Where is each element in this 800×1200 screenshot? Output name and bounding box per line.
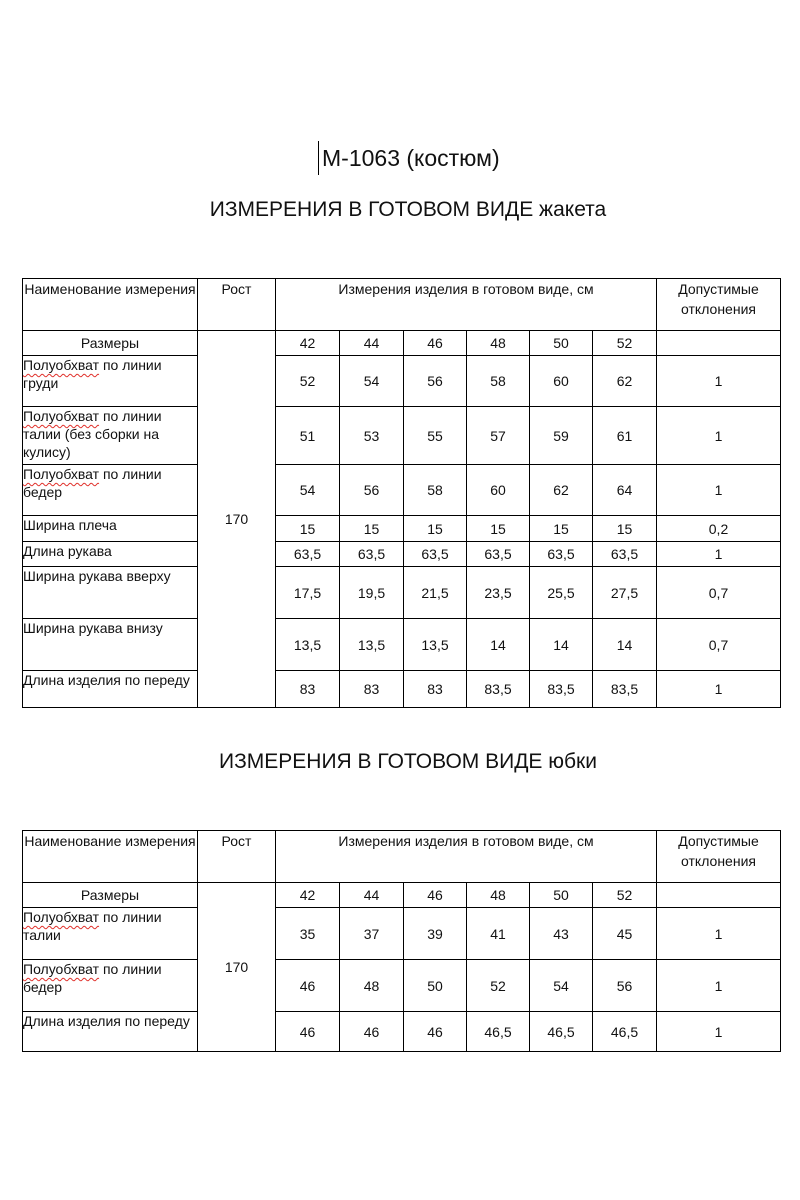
measurement-value: 23,5 — [467, 567, 530, 619]
measurement-value: 60 — [467, 465, 530, 516]
spellcheck-flagged-word: Полуобхват — [23, 466, 100, 482]
measurement-value: 57 — [467, 407, 530, 465]
sizes-row — [23, 883, 781, 908]
measurement-label — [23, 619, 198, 671]
measurement-value: 56 — [404, 356, 467, 407]
jacket-table-heading: ИЗМЕРЕНИЯ В ГОТОВОМ ВИДЕ жакета — [209, 198, 607, 221]
tolerance-value: 1 — [657, 671, 781, 708]
measurement-value: 46,5 — [593, 1012, 657, 1052]
measurement-label-text: Длина рукава — [23, 543, 112, 559]
measurement-value: 15 — [593, 516, 657, 542]
measurement-value: 37 — [340, 908, 404, 960]
measurement-value: 58 — [467, 356, 530, 407]
skirt-measurements-table — [22, 830, 781, 1052]
size-cell: 46 — [404, 331, 467, 356]
header-finished-measurements: Измерения изделия в готовом виде, см — [276, 279, 657, 331]
measurement-value: 55 — [404, 407, 467, 465]
measurement-label — [23, 516, 198, 542]
measurement-value: 43 — [530, 908, 593, 960]
measurement-value: 13,5 — [404, 619, 467, 671]
tolerance-value: 1 — [657, 960, 781, 1012]
measurement-value: 56 — [593, 960, 657, 1012]
measurement-value: 63,5 — [467, 542, 530, 567]
measurement-value: 83 — [404, 671, 467, 708]
text-cursor — [318, 141, 319, 175]
measurement-value: 46 — [276, 960, 340, 1012]
measurement-label — [23, 671, 198, 708]
measurement-row — [23, 465, 781, 516]
measurement-value: 52 — [276, 356, 340, 407]
size-cell: 52 — [593, 331, 657, 356]
spellcheck-flagged-word: Полуобхват — [23, 408, 100, 424]
measurement-label-text: по линии талии (без сборки на кулису) — [23, 408, 162, 460]
size-cell: 44 — [340, 883, 404, 908]
tolerance-value: 1 — [657, 542, 781, 567]
measurement-value: 61 — [593, 407, 657, 465]
tolerance-value: 1 — [657, 1012, 781, 1052]
measurement-label-text: Ширина плеча — [23, 517, 117, 533]
measurement-value: 15 — [404, 516, 467, 542]
measurement-label — [23, 465, 198, 516]
measurement-value: 39 — [404, 908, 467, 960]
measurement-value: 51 — [276, 407, 340, 465]
sizes-label: Размеры — [23, 883, 198, 908]
measurement-value: 83,5 — [467, 671, 530, 708]
document-title-text: М-1063 (костюм) — [322, 145, 500, 171]
measurement-value: 27,5 — [593, 567, 657, 619]
header-finished-measurements: Измерения изделия в готовом виде, см — [276, 831, 657, 883]
size-cell: 48 — [467, 331, 530, 356]
measurement-value: 54 — [276, 465, 340, 516]
header-height: Рост — [198, 279, 276, 331]
header-height: Рост — [198, 831, 276, 883]
measurement-label-text: по линии талии — [23, 909, 162, 943]
measurement-row — [23, 407, 781, 465]
measurement-row — [23, 960, 781, 1012]
measurement-value: 63,5 — [404, 542, 467, 567]
measurement-label-text: по линии бедер — [23, 466, 162, 500]
measurement-value: 15 — [340, 516, 404, 542]
measurement-value: 53 — [340, 407, 404, 465]
measurement-value: 62 — [530, 465, 593, 516]
measurement-label-text: по линии бедер — [23, 961, 162, 995]
tolerance-value: 1 — [657, 908, 781, 960]
header-tolerance: Допустимые отклонения — [657, 279, 781, 331]
measurement-value: 83 — [276, 671, 340, 708]
measurement-value: 13,5 — [276, 619, 340, 671]
tolerance-value: 0,7 — [657, 619, 781, 671]
measurement-label — [23, 542, 198, 567]
measurement-value: 60 — [530, 356, 593, 407]
document-title — [318, 142, 500, 174]
measurement-value: 14 — [530, 619, 593, 671]
measurement-value: 59 — [530, 407, 593, 465]
measurement-value: 83,5 — [593, 671, 657, 708]
tolerance-value: 1 — [657, 407, 781, 465]
measurement-label — [23, 356, 198, 407]
header-row — [23, 279, 781, 331]
measurement-row — [23, 567, 781, 619]
measurement-value: 63,5 — [340, 542, 404, 567]
measurement-value: 25,5 — [530, 567, 593, 619]
measurement-value: 15 — [530, 516, 593, 542]
measurement-value: 14 — [593, 619, 657, 671]
measurement-value: 46 — [404, 1012, 467, 1052]
measurement-value: 46 — [340, 1012, 404, 1052]
spellcheck-flagged-word: Полуобхват — [23, 909, 100, 925]
tolerance-value: 0,7 — [657, 567, 781, 619]
measurement-value: 41 — [467, 908, 530, 960]
measurement-value: 13,5 — [340, 619, 404, 671]
measurement-label-text: Ширина рукава внизу — [23, 620, 163, 636]
measurement-label-text: Длина изделия по переду — [23, 1013, 190, 1029]
header-row — [23, 831, 781, 883]
measurement-value: 46 — [276, 1012, 340, 1052]
measurement-row — [23, 619, 781, 671]
measurement-value: 15 — [276, 516, 340, 542]
measurement-value: 56 — [340, 465, 404, 516]
measurement-value: 17,5 — [276, 567, 340, 619]
spellcheck-flagged-word: Полуобхват — [23, 357, 100, 373]
measurement-row — [23, 1012, 781, 1052]
jacket-measurements-table — [22, 278, 781, 708]
measurement-value: 54 — [340, 356, 404, 407]
measurement-value: 64 — [593, 465, 657, 516]
measurement-row — [23, 542, 781, 567]
size-cell: 44 — [340, 331, 404, 356]
size-cell: 46 — [404, 883, 467, 908]
spellcheck-flagged-word: Полуобхват — [23, 961, 100, 977]
measurement-value: 46,5 — [467, 1012, 530, 1052]
size-cell: 50 — [530, 331, 593, 356]
height-value-cell: 170 — [198, 331, 276, 708]
measurement-value: 14 — [467, 619, 530, 671]
height-value-cell: 170 — [198, 883, 276, 1052]
measurement-label-text: Длина изделия по переду — [23, 672, 190, 688]
size-cell: 42 — [276, 331, 340, 356]
measurement-value: 58 — [404, 465, 467, 516]
measurement-value: 45 — [593, 908, 657, 960]
measurement-label — [23, 908, 198, 960]
measurement-row — [23, 671, 781, 708]
measurement-row — [23, 356, 781, 407]
header-measurement-name: Наименование измерения — [23, 279, 198, 331]
measurement-label — [23, 960, 198, 1012]
measurement-label — [23, 1012, 198, 1052]
measurement-label — [23, 567, 198, 619]
measurement-value: 48 — [340, 960, 404, 1012]
measurement-value: 52 — [467, 960, 530, 1012]
measurement-value: 15 — [467, 516, 530, 542]
measurement-label-text: по линии груди — [23, 357, 162, 391]
skirt-table-heading: ИЗМЕРЕНИЯ В ГОТОВОМ ВИДЕ юбки — [219, 750, 597, 773]
sizes-tolerance-empty — [657, 331, 781, 356]
size-cell: 50 — [530, 883, 593, 908]
size-cell: 52 — [593, 883, 657, 908]
measurement-value: 50 — [404, 960, 467, 1012]
measurement-row — [23, 516, 781, 542]
measurement-value: 21,5 — [404, 567, 467, 619]
measurement-label-text: Ширина рукава вверху — [23, 568, 171, 584]
size-cell: 42 — [276, 883, 340, 908]
sizes-row — [23, 331, 781, 356]
measurement-row — [23, 908, 781, 960]
sizes-tolerance-empty — [657, 883, 781, 908]
measurement-value: 46,5 — [530, 1012, 593, 1052]
tolerance-value: 1 — [657, 465, 781, 516]
measurement-value: 83 — [340, 671, 404, 708]
measurement-label — [23, 407, 198, 465]
measurement-value: 63,5 — [530, 542, 593, 567]
tolerance-value: 0,2 — [657, 516, 781, 542]
measurement-value: 35 — [276, 908, 340, 960]
sizes-label: Размеры — [23, 331, 198, 356]
tolerance-value: 1 — [657, 356, 781, 407]
header-tolerance: Допустимые отклонения — [657, 831, 781, 883]
measurement-value: 62 — [593, 356, 657, 407]
measurement-value: 83,5 — [530, 671, 593, 708]
size-cell: 48 — [467, 883, 530, 908]
measurement-value: 63,5 — [593, 542, 657, 567]
measurement-value: 63,5 — [276, 542, 340, 567]
measurement-value: 19,5 — [340, 567, 404, 619]
measurement-value: 54 — [530, 960, 593, 1012]
header-measurement-name: Наименование измерения — [23, 831, 198, 883]
